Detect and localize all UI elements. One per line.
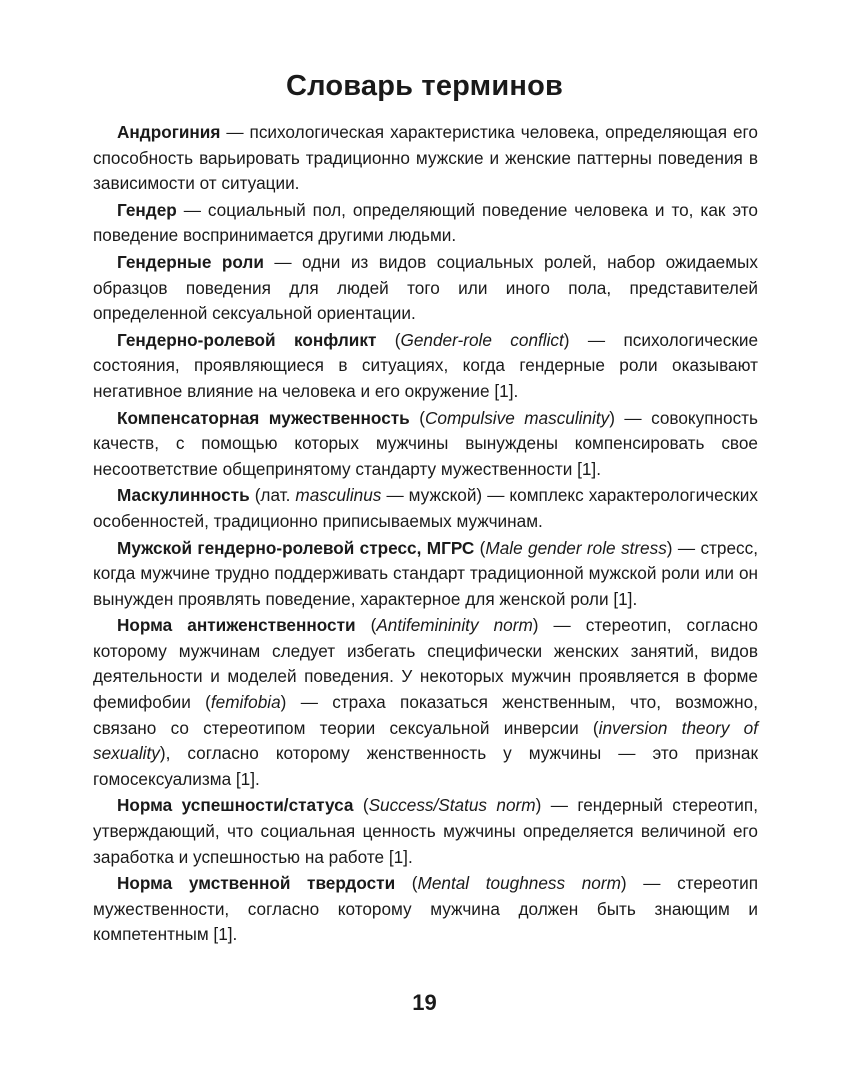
english-term: Gender-role conflict	[400, 329, 564, 350]
definition-text: (	[409, 407, 425, 428]
definition-text: ) — стереотип мужественности, согласно которому мужчина должен быть знающим и компетентным [1].	[93, 873, 758, 945]
page-number: 19	[412, 990, 437, 1015]
definition-text: ) — совокупность качеств, с помощью которых мужчины вынуждены компенсировать свое несоответствие общепринятому стандарту мужественности [1].	[93, 407, 759, 479]
definition-text: — одни из видов социальных ролей, набор ожидаемых образцов поведения для людей того или иного пола, представителей определенной сексуальной ориентации.	[93, 251, 758, 324]
term: Норма успешности/статуса	[117, 795, 354, 816]
definition-text: — мужской) — комплекс характерологических особенностей, традиционно приписываемых мужчинам.	[93, 485, 758, 531]
glossary-entry	[93, 250, 758, 327]
definition-text: (	[474, 537, 486, 558]
glossary-entry	[93, 120, 758, 197]
glossary-entry	[93, 198, 758, 249]
glossary-body	[93, 120, 758, 949]
term: Гендер	[117, 199, 177, 220]
glossary-entry	[93, 328, 758, 405]
page-title: Словарь терминов	[285, 70, 564, 102]
definition-text: ) — страха показаться женственным, что, возможно, связано со стереотипом теории сексуальной инверсии (	[93, 692, 758, 738]
glossary-entry	[93, 406, 758, 483]
term: Норма антиженственности	[117, 615, 356, 636]
glossary-entry	[93, 536, 758, 613]
definition-text: (	[395, 873, 418, 894]
glossary-entry	[93, 483, 758, 534]
english-term: inversion theory of sexuality	[93, 717, 759, 764]
definition-text: (	[353, 795, 369, 816]
glossary-entry	[93, 613, 758, 792]
latin-term: masculinus	[295, 485, 382, 506]
english-term: Male gender role stress	[485, 537, 667, 558]
definition-text: (лат.	[249, 485, 296, 506]
definition-text: ) — психологические состояния, проявляющиеся в ситуациях, когда гендерные роли оказывают негативное влияние на человека и его окружение [1].	[93, 329, 759, 401]
term: Маскулинность	[117, 485, 250, 506]
term: Компенсаторная мужественность	[117, 407, 410, 428]
definition-text: (	[376, 329, 401, 350]
definition-text: ) — стереотип, согласно которому мужчинам следует избегать специфически женских занятий, видов деятельности и моделей поведения. У некоторых мужчин проявляется в форме фемифобии (	[93, 615, 758, 713]
term: Норма умственной твердости	[117, 873, 396, 894]
term: Гендерные роли	[117, 251, 264, 272]
definition-text: — социальный пол, определяющий поведение человека и то, как это поведение воспринимается другими людьми.	[93, 199, 758, 246]
term: Андрогиния	[117, 122, 221, 142]
definition-text: ) — гендерный стереотип, утверждающий, что социальная ценность мужчины определяется величиной его заработка и успешностью на работе [1].	[93, 795, 758, 867]
english-term: Success/Status norm	[368, 795, 536, 816]
english-term: Compulsive masculinity	[424, 407, 610, 428]
definition-text: ), согласно которому женственность у мужчины — это признак гомосексуализма [1].	[93, 743, 758, 789]
english-term: Mental toughness norm	[417, 873, 621, 894]
glossary-entry	[93, 871, 758, 948]
term: Мужской гендерно-ролевой стресс, МГРС	[117, 537, 475, 558]
term: Гендерно-ролевой конфликт	[117, 329, 377, 350]
definition-text: — психологическая характеристика человека, определяющая его способность варьировать традиционно мужские и женские паттерны поведения в зависимости от ситуации.	[93, 122, 758, 194]
english-term: femifobia	[210, 692, 281, 713]
definition-text: ) — стресс, когда мужчине трудно поддерживать стандарт традиционной мужской роли или он вынужден проявлять поведение, характерное для женской роли [1].	[93, 537, 759, 609]
glossary-entry	[93, 793, 758, 870]
definition-text: (	[355, 615, 377, 636]
english-term: Antifemininity norm	[376, 615, 533, 636]
